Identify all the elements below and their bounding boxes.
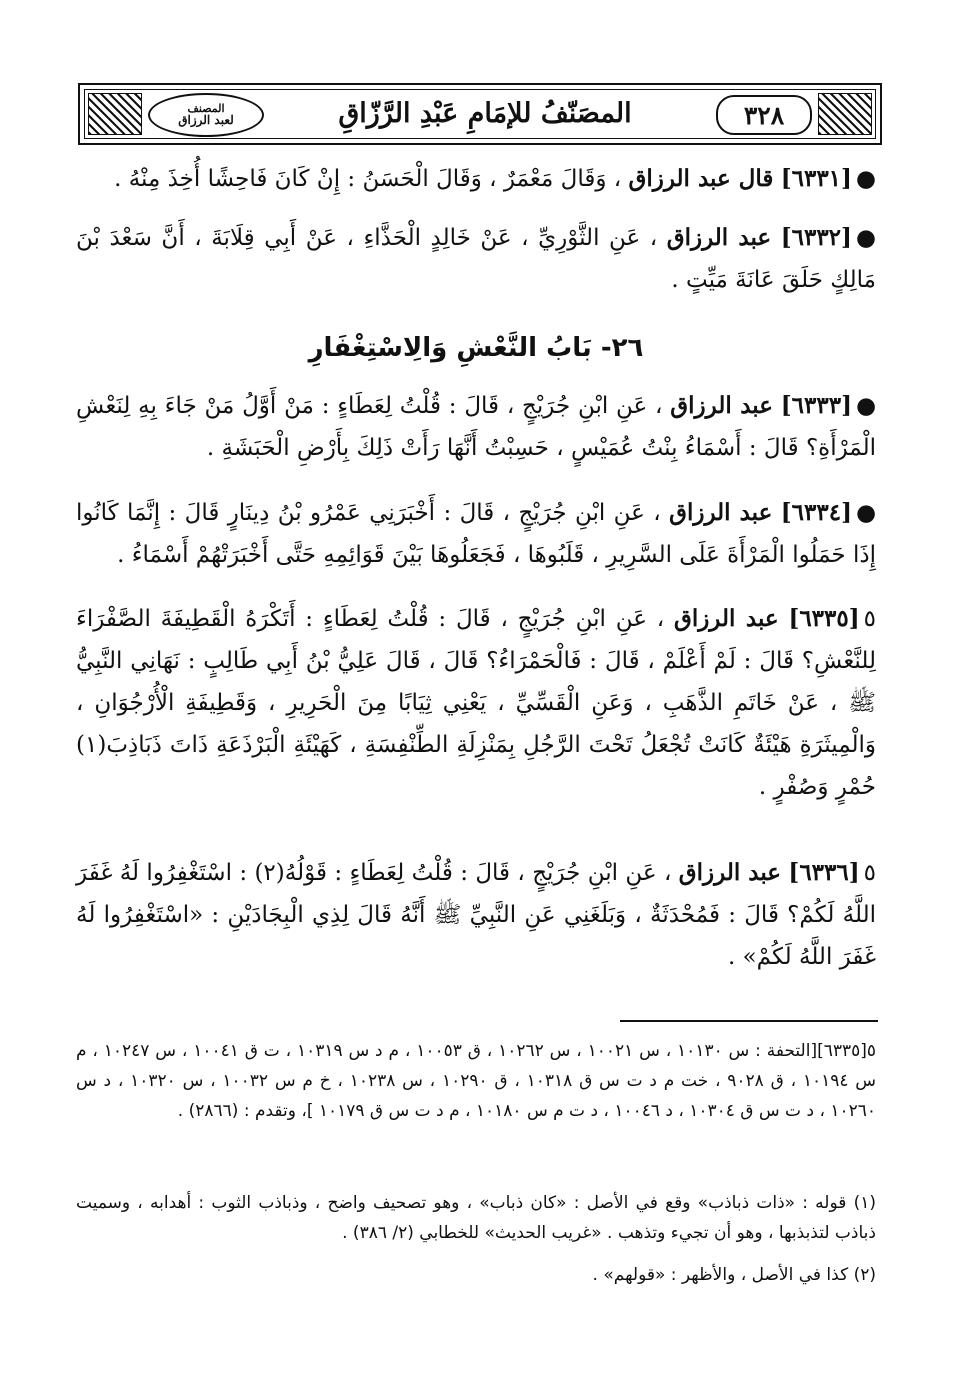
footnote-divider [620, 1020, 878, 1022]
running-title: المصَنّفُ للإمَامِ عَبْدِ الرَّزّاقِ [338, 97, 632, 129]
hadith-source: عبد الرزاق [670, 392, 773, 419]
entry-marker-icon: ● [855, 500, 877, 526]
hadith-text: ، عَنِ ابْنِ جُرَيْجٍ ، قَالَ : أَخْبَرَنِي عَمْرُو بْنُ دِينَارٍ قَالَ : إِنَّمَا كَانُوا إِذَا حَمَلُوا الْمَرْأَةَ عَلَى السَّرِيرِ ، قَلَبُوهَا ، فَجَعَلُوهَا بَيْنَ قَوَائِمِهِ حَتَّى أَخْبَرَتْهُمْ أَسْمَاءُ . [76, 500, 876, 568]
hadith-source: عبد الرزاق [673, 605, 779, 632]
hadith-number: [٦٣٣٦] [788, 859, 860, 886]
entry-marker-icon: ● [855, 225, 876, 251]
hadith-source: عبد الرزاق [678, 859, 782, 886]
hadith-entry-6336 [76, 852, 876, 978]
hadith-source: عبد الرزاق [666, 224, 772, 251]
hadith-text: ، وَقَالَ مَعْمَرٌ ، وَقَالَ الْحَسَنُ : إِنْ كَانَ فَاحِشًا أُخِذَ مِنْهُ . [114, 166, 622, 192]
footnote-1: (١) قوله : «ذات ذباذب» وقع في الأصل : «كان ذباب» ، وهو تصحيف واضح ، وذباذب الثوب : أهدابه ، وسميت ذباذب لتذبذبها ، وهو أن تجيء وتذهب . «غريب الحديث» للخطابي (٢/ ٣٨٦) . [76, 1193, 876, 1243]
hadith-text: ، عَنِ ابْنِ جُرَيْجٍ ، قَالَ : قُلْتُ لِعَطَاءٍ : مَنْ أَوَّلُ مَنْ جَاءَ بِهِ لِنَعْشِ الْمَرْأَةِ؟ قَالَ : أَسْمَاءُ بِنْتُ عُمَيْسٍ ، حَسِبْتُ أَنَّهَا رَأَتْ ذَلِكَ بِأَرْضِ الْحَبَشَةِ . [76, 393, 876, 461]
page-number: ٣٢٨ [716, 95, 812, 135]
emblem-line-1: المصنف [187, 101, 225, 115]
section-heading: ٢٦- بَابُ النَّعْشِ وَالِاسْتِغْفَارِ [308, 333, 644, 363]
entry-marker-icon: ● [855, 393, 877, 419]
book-emblem [148, 93, 264, 137]
entry-marker-icon: ● [855, 166, 876, 192]
hadith-entry-6331 [76, 158, 876, 200]
ornament-left-icon [88, 93, 142, 135]
hadith-entry-6332 [76, 217, 876, 301]
hadith-number: [٦٣٣٢] [780, 224, 852, 251]
ornament-right-icon [818, 93, 872, 135]
hadith-text: ، عَنِ ابْنِ جُرَيْجٍ ، قَالَ : قُلْتُ لِعَطَاءٍ : أَتَكْرَهُ الْقَطِيفَةَ الصَّفْرَاءَ لِلنَّعْشِ؟ قَالَ : لَمْ أَعْلَمْ ، قَالَ : فَالْحَمْرَاءُ؟ قَالَ ، قَالَ عَلِيُّ بْنُ أَبِي طَالِبٍ : نَهَانِي النَّبِيُّ ﷺ ، عَنْ خَاتَمِ الذَّهَبِ ، وَعَنِ الْقَسِّيِّ ، يَعْنِي ثِيَابًا مِنَ الْحَرِيرِ ، وَقَطِيفَةِ الْأُرْجُوَانِ ، وَالْمِيثَرَةِ هَيْئَةٌ كَانَتْ تُجْعَلُ تَحْتَ الرَّجُلِ بِمَنْزِلَةِ الطِّنْفِسَةِ ، كَهَيْئَةِ الْبَرْذَعَةِ ذَاتَ ذَبَاذِبَ(١) حُمْرٍ وَصُفْرٍ . [76, 606, 876, 800]
running-header [78, 83, 882, 145]
hadith-number: [٦٣٣٤] [780, 499, 852, 526]
hadith-entry-6334 [76, 492, 876, 576]
hadith-entry-6333 [76, 385, 876, 469]
hadith-entry-6335 [76, 598, 876, 808]
hadith-source: قال عبد الرزاق [628, 165, 774, 192]
hadith-text: ، عَنِ الثَّوْرِيِّ ، عَنْ خَالِدٍ الْحَذَّاءِ ، عَنْ أَبِي قِلَابَةَ ، أَنَّ سَعْدَ بْنَ مَالِكٍ حَلَقَ عَانَةَ مَيِّتٍ . [76, 225, 876, 293]
entry-marker-icon: ٥ [863, 860, 876, 886]
entry-marker-icon: ٥ [863, 606, 876, 632]
hadith-number: [٦٣٣٥] [788, 605, 860, 632]
hadith-source: عبد الرزاق [669, 499, 773, 526]
hadith-number: [٦٣٣١] [780, 165, 852, 192]
emblem-line-2: لعبد الرزاق [178, 113, 234, 128]
footnote-2: (٢) كذا في الأصل ، والأظهر : «قولهم» . [592, 1265, 876, 1285]
hadith-number: [٦٣٣٣] [780, 392, 852, 419]
footnote-takhrij: ٥[٦٣٣٥][التحفة : س ١٠١٣٠ ، س ١٠٠٢١ ، س ١٠٢٦٢ ، ق ١٠٠٥٣ ، م د س ١٠٣١٩ ، ت ق ١٠٠٤١ ، س ١٠٢٤٧ ، م س ١٠١٩٤ ، ق ٩٠٢٨ ، خت م د ت س ق ١٠٣١٨ ، ق ١٠٢٩٠ ، س ١٠٢٣٨ ، خ م س ١٠٠٣٢ ، س ١٠٣٢٠ ، د س ١٠٢٦٠ ، د ت س ق ١٠٣٠٤ ، د ١٠٠٤٦ ، د ت م س ١٠١٨٠ ، م د ت س ق ١٠١٧٩ ]، وتقدم : (٢٨٦٦) . [76, 1041, 877, 1121]
hadith-text: ، عَنِ ابْنِ جُرَيْجٍ ، قَالَ : قُلْتُ لِعَطَاءٍ : قَوْلُهُ(٢) : اسْتَغْفِرُوا لَهُ غَفَرَ اللَّهُ لَكُمْ؟ قَالَ : فَمُحْدَثَةٌ ، وَبَلَغَنِي عَنِ النَّبِيِّ ﷺ أَنَّهُ قَالَ لِذِي الْبِجَادَيْنِ : «اسْتَغْفِرُوا لَهُ غَفَرَ اللَّهُ لَكُمْ» . [76, 860, 876, 970]
